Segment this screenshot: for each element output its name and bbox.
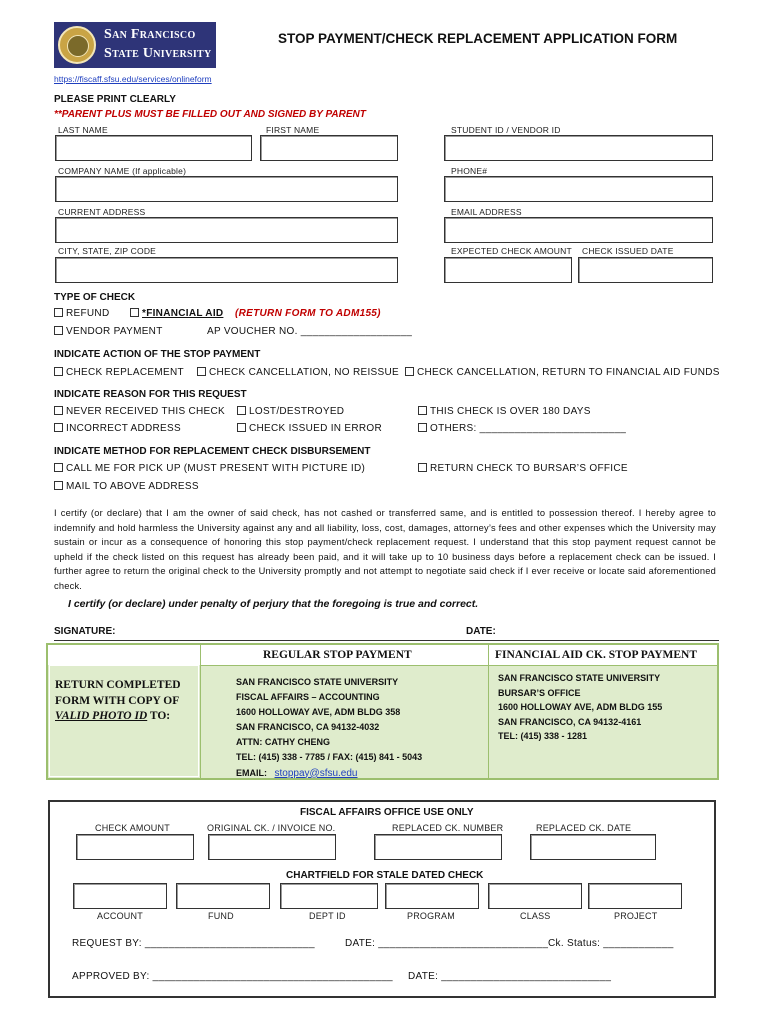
dept-id-label: DEPT ID xyxy=(309,911,346,921)
mail-to-address-label: MAIL TO ABOVE ADDRESS xyxy=(66,481,199,492)
return-to-bursar-option[interactable] xyxy=(418,463,628,474)
original-ck-label: ORIGINAL CK. / INVOICE NO. xyxy=(207,823,336,833)
first-name-label: FIRST NAME xyxy=(266,125,320,135)
request-by-field[interactable]: REQUEST BY: _____________________________ xyxy=(72,938,315,949)
email-address-field[interactable] xyxy=(444,217,713,243)
over-180-days-checkbox[interactable] xyxy=(418,406,427,415)
mail-to-address-option[interactable] xyxy=(54,481,199,492)
others-label: OTHERS: _________________________ xyxy=(430,423,627,434)
financial-aid-label: *FINANCIAL AID xyxy=(142,308,224,319)
program-label: PROGRAM xyxy=(407,911,455,921)
regular-address-line: SAN FRANCISCO STATE UNIVERSITY xyxy=(236,677,399,687)
city-state-zip-field[interactable] xyxy=(55,257,398,283)
chartfield-heading: CHARTFIELD FOR STALE DATED CHECK xyxy=(286,870,484,881)
return-line-2: FORM WITH COPY OF xyxy=(55,694,180,707)
student-id-label: STUDENT ID / VENDOR ID xyxy=(451,125,561,135)
mail-to-address-checkbox[interactable] xyxy=(54,481,63,490)
project-field[interactable] xyxy=(588,883,682,909)
fa-address-line: TEL: (415) 338 - 1281 xyxy=(498,731,588,741)
city-state-zip-label: CITY, STATE, ZIP CODE xyxy=(58,246,157,256)
current-address-field[interactable] xyxy=(55,217,398,243)
check-issued-date-label: CHECK ISSUED DATE xyxy=(582,246,674,256)
header-bottom-rule xyxy=(200,665,717,666)
parent-plus-note: **PARENT PLUS MUST BE FILLED OUT AND SIGNED BY PARENT xyxy=(54,109,366,120)
cancellation-return-fa-checkbox[interactable] xyxy=(405,367,414,376)
fund-field[interactable] xyxy=(176,883,270,909)
email-address-label: EMAIL ADDRESS xyxy=(451,207,522,217)
first-name-field[interactable] xyxy=(260,135,398,161)
reason-heading: INDICATE REASON FOR THIS REQUEST xyxy=(54,389,247,400)
issued-in-error-checkbox[interactable] xyxy=(237,423,246,432)
fund-label: FUND xyxy=(208,911,234,921)
check-replacement-label: CHECK REPLACEMENT xyxy=(66,367,184,378)
return-to-bursar-label: RETURN CHECK TO BURSAR’S OFFICE xyxy=(430,463,628,474)
account-field[interactable] xyxy=(73,883,167,909)
project-label: PROJECT xyxy=(614,911,658,921)
refund-option[interactable] xyxy=(54,308,109,319)
return-to-bursar-checkbox[interactable] xyxy=(418,463,427,472)
replaced-ck-date-label: REPLACED CK. DATE xyxy=(536,823,632,833)
vendor-payment-option[interactable] xyxy=(54,326,163,337)
certification-paragraph: I certify (or declare) that I am the owner of said check, has not cashed or transferred same, and is entitled to possession thereof. I hereby agree to indemnify and hold harmless the University against any and all liability, loss, cost, damages, attorney’s fees and other expenses which the University may sustain or incur as a consequence of honoring this stop payment/check replacement request. I understand that this stop payment request cannot be upheld if the check listed on this request has already been paid, and it will take up to 10 business days before a replacement check can be issued. I further agree to return the original check to the University promptly and not attempt to negotiate said check if I ever receive or locate said aforementioned check. xyxy=(54,508,716,591)
never-received-label: NEVER RECEIVED THIS CHECK xyxy=(66,406,226,417)
phone-label: PHONE# xyxy=(451,166,488,176)
cancellation-return-fa-label: CHECK CANCELLATION, RETURN TO FINANCIAL AID FUNDS xyxy=(417,367,720,378)
lost-destroyed-checkbox[interactable] xyxy=(237,406,246,415)
class-field[interactable] xyxy=(488,883,582,909)
logo-text-line2: State University xyxy=(104,46,212,61)
replaced-ck-number-field[interactable] xyxy=(374,834,502,860)
issued-in-error-label: CHECK ISSUED IN ERROR xyxy=(249,423,382,434)
check-replacement-option[interactable] xyxy=(54,367,184,378)
valid-photo-id-text: VALID PHOTO ID xyxy=(55,710,148,722)
replaced-ck-date-field[interactable] xyxy=(530,834,656,860)
stoppay-email-link[interactable]: stoppay@sfsu.edu xyxy=(274,767,358,779)
check-amount-label: CHECK AMOUNT xyxy=(95,823,170,833)
check-amount-field[interactable] xyxy=(76,834,194,860)
fa-address-line: BURSAR’S OFFICE xyxy=(498,687,581,698)
call-for-pickup-checkbox[interactable] xyxy=(54,463,63,472)
logo-text-line1: San Francisco xyxy=(104,27,196,42)
original-ck-field[interactable] xyxy=(208,834,336,860)
fa-address-line: SAN FRANCISCO STATE UNIVERSITY xyxy=(498,673,661,683)
never-received-option[interactable] xyxy=(54,406,225,417)
return-to-text: TO: xyxy=(147,710,171,722)
cancellation-return-fa-option[interactable] xyxy=(405,367,720,378)
approved-date-field[interactable]: DATE: _____________________________ xyxy=(408,971,612,982)
company-name-field[interactable] xyxy=(55,176,398,202)
disbursement-heading: INDICATE METHOD FOR REPLACEMENT CHECK DISBURSEMENT xyxy=(54,446,371,457)
signature-date-label: DATE: xyxy=(466,626,496,637)
call-for-pickup-option[interactable] xyxy=(54,463,365,474)
over-180-days-option[interactable] xyxy=(418,406,591,417)
current-address-label: CURRENT ADDRESS xyxy=(58,207,146,217)
phone-field[interactable] xyxy=(444,176,713,202)
over-180-days-label: THIS CHECK IS OVER 180 DAYS xyxy=(430,406,591,417)
signature-line[interactable] xyxy=(54,640,719,641)
cancellation-no-reissue-option[interactable] xyxy=(197,367,399,378)
return-line-3 xyxy=(55,709,181,725)
perjury-statement: I certify (or declare) under penalty of perjury that the foregoing is true and correct. xyxy=(68,598,479,610)
vendor-payment-checkbox[interactable] xyxy=(54,326,63,335)
return-to-adm155-note: (RETURN FORM TO ADM155) xyxy=(235,308,381,319)
others-checkbox[interactable] xyxy=(418,423,427,432)
signature-label: SIGNATURE: xyxy=(54,626,116,637)
vendor-payment-label: VENDOR PAYMENT xyxy=(66,326,163,337)
class-label: CLASS xyxy=(520,911,551,921)
company-name-label: COMPANY NAME (If applicable) xyxy=(58,166,187,176)
email-label: EMAIL: xyxy=(236,767,267,778)
regular-address-line: SAN FRANCISCO, CA 94132-4032 xyxy=(236,722,380,733)
dept-id-field[interactable] xyxy=(280,883,378,909)
regular-address-line: 1600 HOLLOWAY AVE, ADM BLDG 358 xyxy=(236,707,401,718)
university-seal-icon xyxy=(58,26,96,64)
request-date-field[interactable]: DATE: _____________________________ xyxy=(345,938,549,949)
cancellation-no-reissue-label: CHECK CANCELLATION, NO REISSUE xyxy=(209,367,399,378)
issued-in-error-option[interactable] xyxy=(237,423,382,434)
account-label: ACCOUNT xyxy=(97,911,143,921)
email-row xyxy=(236,766,422,781)
last-name-label: LAST NAME xyxy=(58,125,108,135)
lost-destroyed-option[interactable] xyxy=(237,406,344,417)
financial-aid-checkbox[interactable] xyxy=(130,308,139,317)
incorrect-address-checkbox[interactable] xyxy=(54,423,63,432)
sfsu-logo xyxy=(54,22,216,68)
fa-address-block xyxy=(498,671,662,744)
never-received-checkbox[interactable] xyxy=(54,406,63,415)
cancellation-no-reissue-checkbox[interactable] xyxy=(197,367,206,376)
return-line-1: RETURN COMPLETED xyxy=(55,679,181,691)
refund-label: REFUND xyxy=(66,308,110,319)
return-completed-text xyxy=(55,678,181,725)
incorrect-address-label: INCORRECT ADDRESS xyxy=(66,423,181,434)
student-id-field[interactable] xyxy=(444,135,713,161)
form-title: STOP PAYMENT/CHECK REPLACEMENT APPLICATION FORM xyxy=(278,31,678,46)
regular-address-block xyxy=(236,675,422,781)
replaced-ck-number-label: REPLACED CK. NUMBER xyxy=(392,823,504,833)
check-replacement-checkbox[interactable] xyxy=(54,367,63,376)
regular-address-line: TEL: (415) 338 - 7785 / FAX: (415) 841 - 5043 xyxy=(236,752,423,763)
regular-stop-payment-header: REGULAR STOP PAYMENT xyxy=(263,649,412,661)
type-of-check-heading: TYPE OF CHECK xyxy=(54,292,136,303)
call-for-pickup-label: CALL ME FOR PICK UP (MUST PRESENT WITH PICTURE ID) xyxy=(66,463,366,474)
regular-address-line: FISCAL AFFAIRS – ACCOUNTING xyxy=(236,692,380,703)
ap-voucher-field[interactable]: AP VOUCHER NO. ___________________ xyxy=(207,326,413,337)
fa-address-line: 1600 HOLLOWAY AVE, ADM BLDG 155 xyxy=(498,702,663,712)
regular-address-line: ATTN: CATHY CHENG xyxy=(236,737,330,748)
approved-by-field[interactable]: APPROVED BY: _________________________________________ xyxy=(72,971,393,982)
expected-amount-field[interactable] xyxy=(444,257,572,283)
refund-checkbox[interactable] xyxy=(54,308,63,317)
financial-aid-option[interactable] xyxy=(130,308,223,319)
check-issued-date-field[interactable] xyxy=(578,257,713,283)
online-form-link[interactable]: https://fiscaff.sfsu.edu/services/onlineform xyxy=(54,74,212,84)
print-clearly-note: PLEASE PRINT CLEARLY xyxy=(54,94,176,105)
office-use-heading: FISCAL AFFAIRS OFFICE USE ONLY xyxy=(300,807,474,818)
action-heading: INDICATE ACTION OF THE STOP PAYMENT xyxy=(54,349,261,360)
ck-status-field[interactable]: Ck. Status: ____________ xyxy=(548,938,674,949)
last-name-field[interactable] xyxy=(55,135,252,161)
fa-stop-payment-header: FINANCIAL AID CK. STOP PAYMENT xyxy=(495,649,698,661)
program-field[interactable] xyxy=(385,883,479,909)
incorrect-address-option[interactable] xyxy=(54,423,181,434)
fa-address-line: SAN FRANCISCO, CA 94132-4161 xyxy=(498,716,642,727)
others-option[interactable] xyxy=(418,423,626,434)
lost-destroyed-label: LOST/DESTROYED xyxy=(249,406,345,417)
expected-amount-label: EXPECTED CHECK AMOUNT xyxy=(451,246,572,256)
